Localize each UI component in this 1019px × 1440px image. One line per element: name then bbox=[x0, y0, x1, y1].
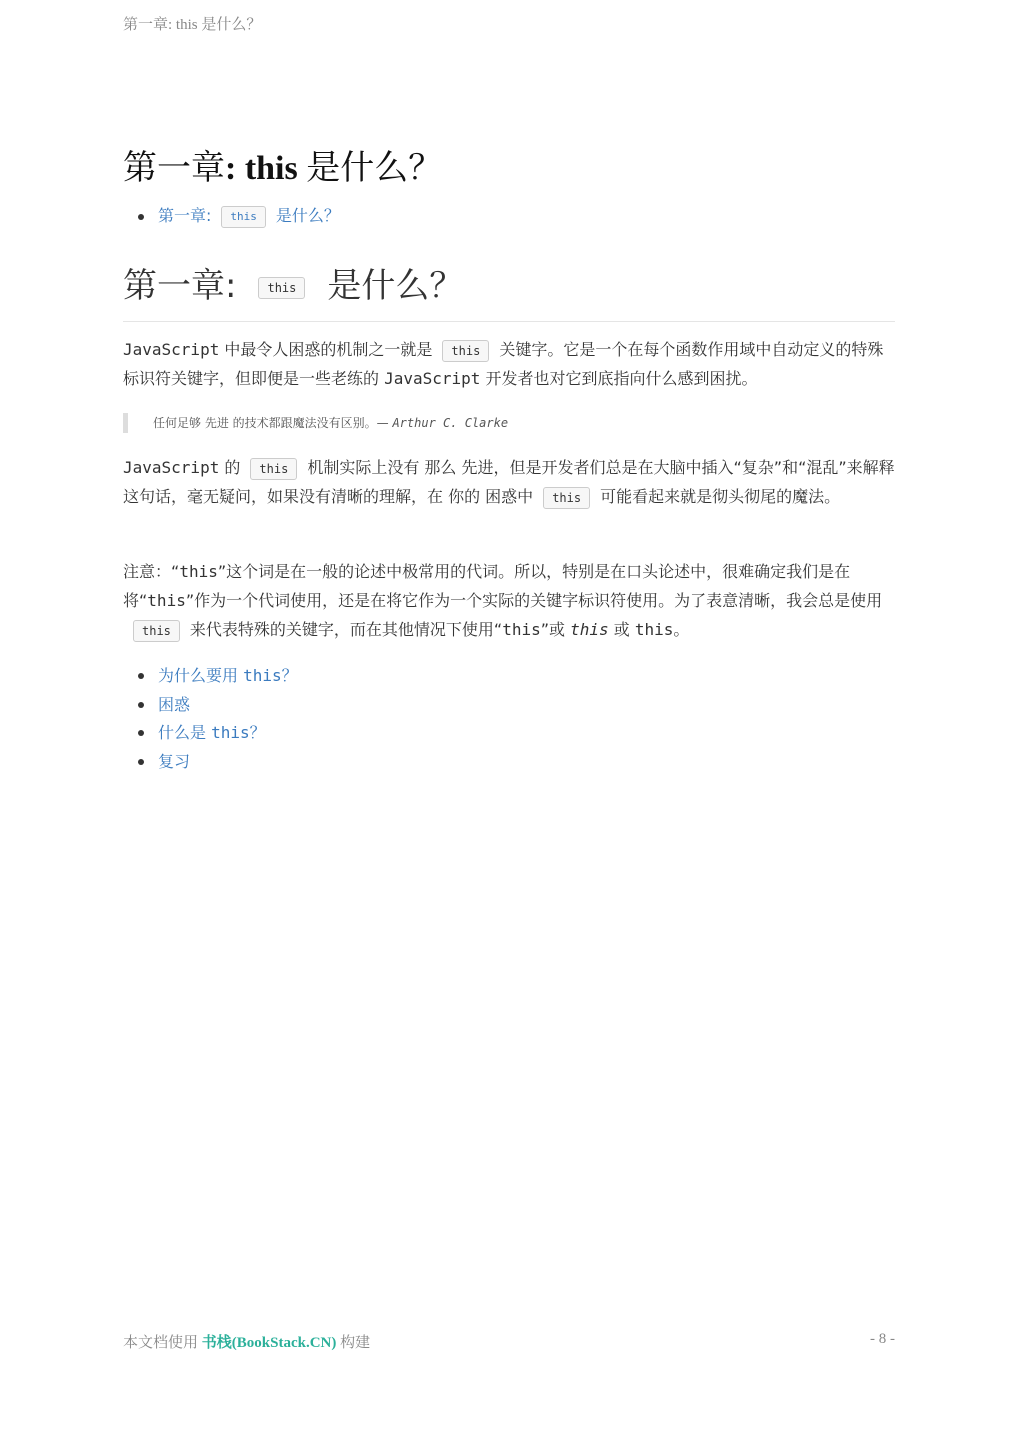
blockquote bbox=[123, 413, 895, 433]
toc-item bbox=[123, 748, 298, 777]
toc-link-chapter1[interactable] bbox=[158, 206, 340, 225]
text: 机制实际上没有 那么 先进，但是开发者们总是在大脑中插入“复杂”和“混乱”来解释这句话，毫无疑问，如果没有清晰的理解，在 你的 困惑中 bbox=[123, 458, 895, 506]
footer-credit bbox=[123, 1331, 370, 1352]
inline-code: this bbox=[442, 340, 489, 362]
toc-link-review[interactable] bbox=[158, 752, 190, 771]
paragraph-intro bbox=[123, 335, 895, 393]
section-toc bbox=[123, 662, 298, 776]
toc-link-mono: this bbox=[211, 723, 250, 742]
toc-link-prefix: 第一章: bbox=[158, 206, 212, 225]
footer-suffix: 构建 bbox=[336, 1335, 371, 1351]
page-title bbox=[123, 140, 442, 189]
quote-author: Arthur C. Clarke bbox=[392, 416, 509, 430]
text: ”或 bbox=[540, 620, 571, 639]
title-keyword: : this bbox=[225, 150, 298, 187]
toc-link-text: 什么是 bbox=[158, 723, 212, 742]
text: 中最令人困惑的机制之一就是 bbox=[219, 340, 433, 359]
toc-link-suffix: 是什么？ bbox=[275, 206, 340, 225]
toc-link-why-this[interactable] bbox=[158, 666, 298, 685]
top-toc bbox=[123, 203, 340, 228]
text-mono: this bbox=[147, 591, 186, 610]
toc-link-text: 困惑 bbox=[158, 694, 191, 714]
toc-item bbox=[123, 203, 340, 228]
title-prefix: 第一章 bbox=[123, 150, 225, 187]
inline-code: this bbox=[543, 487, 590, 509]
section-heading-suffix: 是什么？ bbox=[327, 266, 464, 306]
text-mono: this bbox=[502, 620, 541, 639]
text-mono: JavaScript bbox=[123, 458, 220, 477]
text: ”作为一个代词使用，还是在将它作为一个实际的关键字标识符使用。为了表意清晰，我会总是使用 bbox=[185, 591, 883, 610]
text-mono: JavaScript bbox=[384, 369, 481, 388]
inline-code: this bbox=[221, 206, 266, 228]
text: 。 bbox=[673, 620, 690, 639]
footer-prefix: 本文档使用 bbox=[123, 1335, 202, 1351]
title-suffix: 是什么？ bbox=[297, 150, 443, 187]
inline-code: this bbox=[258, 277, 305, 299]
toc-item bbox=[123, 691, 298, 720]
running-header: 第一章: this 是什么？ bbox=[123, 17, 262, 33]
text-mono: this bbox=[179, 562, 218, 581]
section-heading bbox=[123, 258, 895, 322]
text: 可能看起来就是彻头彻尾的魔法。 bbox=[600, 487, 841, 506]
toc-item bbox=[123, 719, 298, 748]
inline-code: this bbox=[250, 458, 297, 480]
paragraph-magic bbox=[123, 453, 895, 511]
toc-link-confusion[interactable] bbox=[158, 695, 190, 714]
toc-link-mono: this bbox=[243, 666, 282, 685]
toc-item bbox=[123, 662, 298, 691]
inline-code: this bbox=[133, 620, 180, 642]
text-italic-mono: this bbox=[570, 620, 609, 639]
text: 的 bbox=[219, 458, 241, 477]
toc-link-text: 为什么要用 bbox=[158, 666, 244, 685]
text-mono: this bbox=[634, 620, 674, 639]
text: ”这个词是在一般的论述中极常用的代词。所以，特别是在口头论述中，很难确定我们是在将“ bbox=[123, 562, 851, 610]
text: 开发者也对它到底指向什么感到困扰。 bbox=[480, 369, 758, 388]
toc-link-tail: ？ bbox=[249, 723, 266, 742]
text: 注意： bbox=[123, 562, 172, 581]
page-number: - 8 - bbox=[870, 1331, 895, 1347]
text-mono: JavaScript bbox=[123, 340, 220, 359]
toc-link-what-is-this[interactable] bbox=[158, 723, 266, 742]
paragraph-note bbox=[123, 557, 895, 644]
text: 来代表特殊的关键字，而在其他情况下使用“ bbox=[189, 620, 503, 639]
section-heading-prefix: 第一章: bbox=[123, 266, 237, 306]
text: 或 bbox=[608, 620, 635, 639]
toc-link-tail: ？ bbox=[281, 666, 298, 685]
toc-link-text: 复习 bbox=[158, 751, 191, 771]
quote-text: 任何足够 先进 的技术都跟魔法没有区别。— bbox=[153, 416, 393, 430]
text: “ bbox=[171, 562, 180, 581]
bookstack-link[interactable]: 书栈(BookStack.CN) bbox=[201, 1335, 337, 1351]
text: 关键字。它是一个在每个函数作用域中自动定义的特殊标识符关键字，但即便是一些老练的 bbox=[123, 340, 884, 388]
